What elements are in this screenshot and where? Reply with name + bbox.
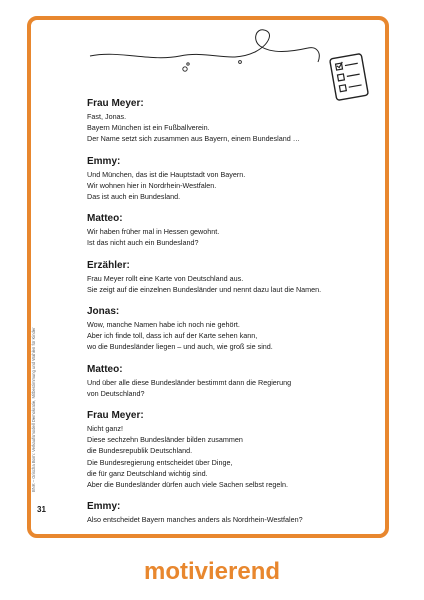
dialogue-block bbox=[87, 363, 387, 399]
dialogue-block bbox=[87, 305, 387, 353]
dialogue-line: Die Bundesregierung entscheidet über Dinge, bbox=[87, 457, 233, 467]
dialogue-line: wo die Bundesländer liegen – und auch, wie groß sie sind. bbox=[87, 342, 273, 352]
dialogue-line: Wir wohnen hier in Nordrhein-Westfalen. bbox=[87, 180, 217, 190]
speaker-name: Emmy: bbox=[87, 155, 121, 167]
speaker-name: Jonas: bbox=[87, 306, 120, 318]
dialogue-block bbox=[87, 409, 387, 490]
dialogue-line: Sie zeigt auf die einzelnen Bundesländer und nennt dazu laut die Namen. bbox=[87, 284, 322, 294]
dialogue-line: Ist das nicht auch ein Bundesland? bbox=[87, 238, 199, 248]
dialogue-line: von Deutschland? bbox=[87, 388, 145, 398]
dialogue-content bbox=[87, 97, 387, 535]
speaker-name: Erzähler: bbox=[87, 259, 130, 271]
dialogue-line: Diese sechzehn Bundesländer bilden zusammen bbox=[87, 435, 243, 445]
dialogue-line: Der Name setzt sich zusammen aus Bayern, einem Bundesland … bbox=[87, 134, 300, 144]
dialogue-line: Wir haben früher mal in Hessen gewohnt. bbox=[87, 227, 220, 237]
dialogue-line: Wow, manche Namen habe ich noch nie gehört. bbox=[87, 320, 240, 330]
dialogue-line: die für ganz Deutschland wichtig sind. bbox=[87, 468, 208, 478]
dialogue-line: Aber ich finde toll, dass ich auf der Karte sehen kann, bbox=[87, 331, 258, 341]
dialogue-block bbox=[87, 212, 387, 248]
swirl-decoration bbox=[60, 22, 330, 82]
dialogue-line: Das ist auch ein Bundesland. bbox=[87, 192, 181, 202]
dialogue-block bbox=[87, 97, 387, 145]
dialogue-line: Aber die Bundesländer dürfen auch viele Sachen selbst regeln. bbox=[87, 480, 288, 490]
copyright-note: BNK – Grischa Born: Verkaufsmodell Demokratie, Mitbestimmung und Wahlen für Kinder bbox=[31, 327, 36, 492]
dialogue-block bbox=[87, 259, 387, 295]
speaker-name: Emmy: bbox=[87, 501, 121, 513]
dialogue-line: Und München, das ist die Hauptstadt von Bayern. bbox=[87, 169, 246, 179]
footer-label: motivierend bbox=[143, 558, 281, 585]
dialogue-block bbox=[87, 155, 387, 203]
dialogue-line: Fast, Jonas. bbox=[87, 112, 127, 121]
speaker-name: Frau Meyer: bbox=[87, 410, 144, 422]
dialogue-line: Und über alle diese Bundesländer bestimmt dann die Regierung bbox=[87, 377, 292, 387]
speaker-name: Matteo: bbox=[87, 363, 123, 375]
dialogue-line: Bayern München ist ein Fußballverein. bbox=[87, 123, 210, 133]
page-number: 31 bbox=[37, 505, 46, 514]
speaker-name: Frau Meyer: bbox=[87, 98, 144, 109]
dialogue-line: Nicht ganz! bbox=[87, 424, 123, 434]
dialogue-line: die Bundesrepublik Deutschland. bbox=[87, 446, 193, 456]
dialogue-block bbox=[87, 500, 387, 525]
dialogue-line: Also entscheidet Bayern manches anders als Nordrhein-Westfalen? bbox=[87, 515, 303, 525]
dialogue-line: Frau Meyer rollt eine Karte von Deutschland aus. bbox=[87, 273, 244, 283]
speaker-name: Matteo: bbox=[87, 213, 123, 225]
